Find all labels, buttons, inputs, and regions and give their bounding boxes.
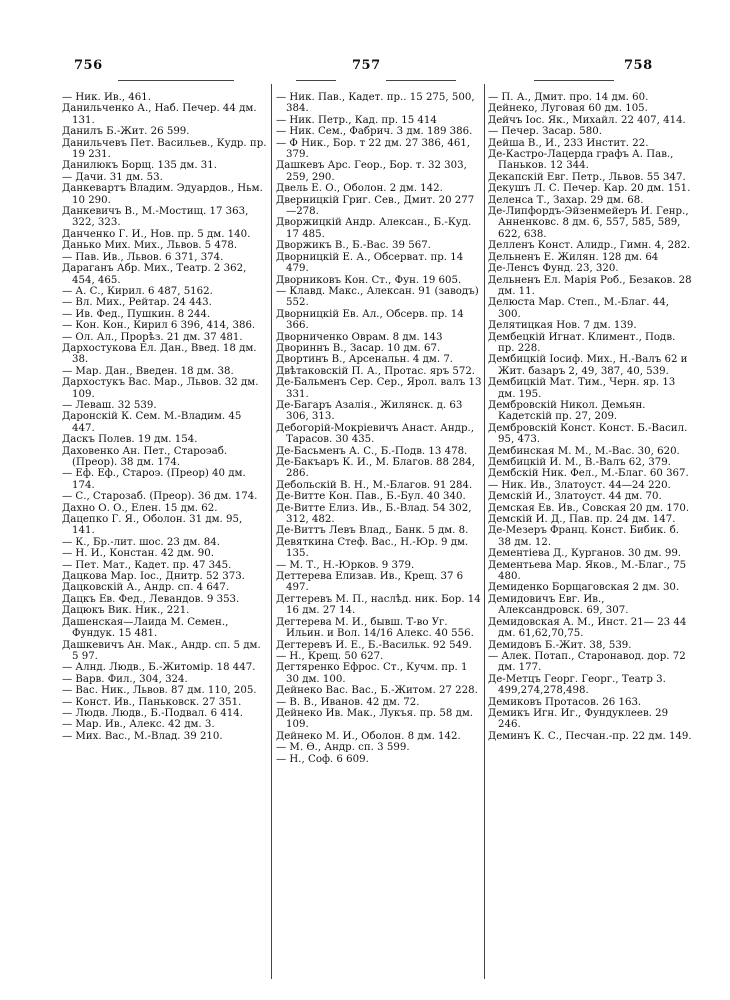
directory-entry: Дашенская—Лаида М. Семен., Фундук. 15 481. [62, 616, 229, 640]
directory-entry: Дворниковъ Кон. Ст., Фун. 19 605. [276, 274, 462, 286]
directory-entry: Дембецкій Игнат. Климент., Подв. пр. 228. [488, 331, 676, 354]
directory-entry: Делятицкая Нов. 7 дм. 139. [488, 320, 637, 332]
directory-entry: — Мар. Ив., Алекс. 42 дм. 3. [62, 719, 215, 731]
directory-entry: Дембровскій Конст. Конст. Б.-Васил. 95, 473. [488, 422, 688, 446]
directory-entry: Демскій И. Д., Пав. пр. 24 дм. 147. [488, 514, 676, 526]
directory-entry: — П. А., Дмит. про. 14 дм. 60. [488, 92, 649, 103]
directory-entry: Дахно О. О., Елен. 15 дм. 62. [62, 502, 218, 514]
directory-entry: Дейнеко Вас. Вас., Б.-Житом. 27 228. [276, 685, 478, 697]
directory-entry: Дейнеко М. И., Оболон. 8 дм. 142. [276, 730, 461, 742]
header-rule-right [534, 80, 614, 81]
directory-entry: — С., Старозаб. (Преор). 36 дм. 174. [62, 491, 258, 503]
directory-entry: Данильченко А., Наб. Печер. 44 дм. 131. [62, 103, 257, 126]
directory-entry: — Ник. Петр., Кад. пр. 15 414 [276, 114, 437, 126]
directory-entry: Дворниченко Оврам. 8 дм. 143 [276, 331, 443, 343]
directory-entry: Данкевартъ Владим. Эдуардов., Ньм. 10 290. [62, 183, 263, 206]
directory-entry: Де-Витте Елиз. Ив., Б.-Влад. 54 302, 312, 482. [276, 502, 472, 526]
directory-entry: Даховенко Ан. Пет., Староэаб. (Преор). 38 дм. 174. [62, 445, 228, 468]
column-divider-2 [484, 84, 485, 979]
directory-entry: — Вл. Мих., Рейтар. 24 443. [62, 297, 212, 309]
directory-entry: Делюста Мар. Степ., М.-Благ. 44, 300. [488, 297, 669, 320]
directory-entry: Деттерева Елизав. Ив., Крещ. 37 6 497. [276, 571, 464, 594]
entries-column-3 [488, 92, 692, 742]
directory-entry: — М. Т., Н.-Юрков. 9 379. [276, 559, 415, 571]
directory-entry: Дембровскій Никол. Демьян. Кадетскій пр. 27, 209. [488, 399, 646, 423]
directory-entry: Делленъ Конст. Алидр., Гимн. 4, 282. [488, 240, 691, 252]
directory-entry: — Кон. Кон., Кирил 6 396, 414, 386. [62, 320, 256, 332]
directory-entry: Двортинъ В., Арсенальн. 4 дм. 7. [276, 354, 454, 366]
directory-entry: — М. Ѳ., Андр. сп. 3 599. [276, 742, 410, 754]
column-divider-1 [271, 84, 272, 979]
directory-entry: Дархостукъ Вас. Мар., Львов. 32 дм. 109. [62, 377, 259, 400]
directory-entry: Деленса Т., Захар. 29 дм. 68. [488, 194, 644, 206]
directory-entry: — Дачи. 31 дм. 53. [62, 171, 163, 183]
directory-entry: Данильчевъ Пет. Васильев., Кудр. пр. 19 231. [62, 137, 267, 161]
directory-entry: — Алек. Потап., Старонавод. дор. 72 дм. 177. [488, 650, 686, 674]
directory-entry: — Мих. Вас., М.-Влад. 39 210. [62, 730, 223, 742]
directory-entry: — К., Бр.-лит. шос. 23 дм. 84. [62, 536, 220, 548]
directory-entry: Дегтяренко Ефрос. Ст., Кучм. пр. 1 30 дм. 100. [276, 662, 468, 685]
directory-entry: Демидовичъ Евг. Ив., Александровск. 69, 307. [488, 593, 629, 617]
directory-entry: Дворжикъ В., Б.-Вас. 39 567. [276, 240, 431, 252]
page-number-right: 758 [624, 58, 653, 73]
directory-entry: Дельненъ Е. Жилян. 128 дм. 64 [488, 251, 659, 263]
directory-entry: Дебольскій В. Н., М.-Благов. 91 284. [276, 479, 473, 491]
directory-entry: Де-Бальменъ Сер. Сер., Ярол. валъ 13 331. [276, 377, 482, 400]
directory-entry: — Вас. Ник., Львов. 87 дм. 110, 205. [62, 685, 257, 697]
directory-entry: Дверницкій Григ. Сев., Дмит. 20 277—278. [276, 194, 475, 218]
directory-entry: Дацкова Мар. Іос., Днитр. 52 373. [62, 571, 245, 583]
directory-entry: Дацепко Г. Я., Оболон. 31 дм. 95, 141. [62, 514, 243, 537]
directory-entry: — Ол. Ал., Прорѣз. 21 дм. 37 481. [62, 331, 243, 343]
directory-entry: Двель Е. О., Оболон. 2 дм. 142. [276, 183, 443, 195]
directory-entry: Де-Липфордъ-Эйзенмейеръ И. Генр., Анненковс. 8 дм. 6, 557, 585, 589, 622, 638. [488, 206, 689, 240]
directory-entry: Данченко Г. И., Нов. пр. 5 дм. 140. [62, 228, 251, 240]
directory-entry: — В. В., Иванов. 42 дм. 72. [276, 696, 420, 708]
directory-entry: — Леваш. 32 539. [62, 399, 157, 411]
directory-entry: Дворжицкій Андр. Алексан., Б.-Куд. 17 485. [276, 217, 472, 240]
directory-entry: — Ник. Пав., Кадет. пр.. 15 275, 500, 384. [276, 92, 475, 115]
page-number-left: 756 [74, 58, 103, 73]
directory-entry: Дворницкій Е. А., Обсерват. пр. 14 479. [276, 251, 464, 275]
directory-entry: Даскъ Полев. 19 дм. 154. [62, 434, 198, 446]
directory-entry: Дархостукова Ел. Дан., Введ. 18 дм. 38. [62, 342, 257, 366]
directory-entry: — Мар. Дан., Введен. 18 дм. 38. [62, 365, 234, 377]
directory-entry: Декапскій Евг. Петр., Львов. 55 347. [488, 171, 686, 183]
directory-entry: Дашкевичъ Ан. Мак., Андр. сп. 5 дм. 5 97. [62, 639, 261, 662]
directory-entry: Де-Кастро-Лацерда графъ А. Пав., Паньков. 12 344. [488, 149, 674, 172]
directory-entry: — Пав. Ив., Львов. 6 371, 374. [62, 251, 224, 263]
page-number-center: 757 [352, 58, 381, 73]
directory-entry: Данилъ Б.-Жит. 26 599. [62, 126, 190, 138]
directory-entry: Дегтерева М. И., бывш. Т-во Уг. Ильин. и Вол. 14/16 Алекс. 40 556. [276, 616, 474, 640]
directory-entry: Дацковскій А., Андр. сп. 4 647. [62, 582, 230, 594]
directory-entry: Дейнеко, Луговая 60 дм. 105. [488, 103, 648, 115]
directory-entry: Дараганъ Абр. Мих., Театр. 2 362, 454, 465. [62, 263, 247, 286]
directory-entry: Дембицкій Іосиф. Мих., Н.-Валъ 62 и Жит. базаръ 2, 49, 387, 40, 539. [488, 354, 688, 377]
directory-entry: — А. С., Кирил. 6 487, 5162. [62, 285, 213, 297]
directory-entry: — Ник. Сем., Фабрич. 3 дм. 189 386. [276, 126, 473, 138]
directory-entry: Дементьева Мар. Яков., М.-Благ., 75 480. [488, 559, 687, 583]
directory-entry: Декушъ Л. С. Печер. Кар. 20 дм. 151. [488, 183, 691, 195]
directory-entry: Дементіева Д., Курганов. 30 дм. 99. [488, 548, 682, 560]
directory-entry: Данкевичъ В., М.-Мостищ. 17 363, 322, 323. [62, 206, 249, 229]
directory-entry: Де-Мезеръ Франц. Конст. Бибик. б. 38 дм. 12. [488, 525, 679, 548]
directory-entry: — Клавд. Макс., Алексан. 91 (заводъ) 552. [276, 285, 479, 309]
directory-entry: — Конст. Ив., Паньковск. 27 351. [62, 696, 242, 708]
directory-entry: — Н., Крещ. 50 627. [276, 650, 384, 662]
header-rule-center-right [386, 80, 456, 81]
directory-entry: Де-Багаръ Азалія., Жилянск. д. 63 306, 313. [276, 399, 463, 423]
directory-entry: — Ив. Фед., Пушкин. 8 244. [62, 308, 211, 320]
directory-entry: Данько Мих. Мих., Львов. 5 478. [62, 240, 238, 252]
directory-entry: Дембинская М. М., М.-Вас. 30, 620. [488, 445, 680, 457]
directory-entry: Дашкевъ Арс. Геор., Бор. т. 32 303, 259, 290. [276, 160, 467, 183]
directory-entry: Двѣтаковскій П. А., Протас. яръ 572. [276, 365, 476, 377]
directory-entry: Де-Басьменъ А. С., Б.-Подв. 13 478. [276, 445, 468, 457]
directory-entry: Дембицкій И. М., В.-Валъ 62, 379. [488, 457, 671, 468]
directory-entry: Дембскій Ник. Фел., М.-Благ. 60 367. [488, 468, 689, 480]
directory-entry: — Н. И., Констан. 42 дм. 90. [62, 548, 214, 560]
header-rule-center-left [296, 80, 336, 81]
directory-entry: Деминъ К. С., Песчан.-пр. 22 дм. 149. [488, 730, 692, 742]
directory-entry: Де-Ленсъ Фунд. 23, 320. [488, 263, 619, 275]
entries-column-1 [62, 92, 267, 742]
directory-entry: Дебогорій-Мокріевичъ Анаст. Андр., Тарасов. 30 435. [276, 422, 474, 446]
directory-entry: Дейша В., И., 233 Инстит. 22. [488, 137, 649, 149]
directory-entry: Демикъ Игн. Иг., Фундуклеев. 29 246. [488, 707, 669, 731]
directory-entry: Дейчъ Іос. Як., Михайл. 22 407, 414. [488, 114, 686, 126]
directory-entry: — Печер. Засар. 580. [488, 126, 602, 138]
entries-column-2 [276, 92, 482, 765]
directory-entry: Де-Метцъ Георг. Георг., Театр 3. 499,274,278,498. [488, 673, 666, 697]
directory-entry: Дегтеревъ М. П., наслѣд. ник. Бор. 14 16 дм. 27 14. [276, 593, 481, 617]
directory-entry: Дегтеревъ И. Е., Б.-Васильк. 92 549. [276, 639, 472, 651]
directory-entry: Демидовская А. М., Инст. 21— 23 44 дм. 61,62,70,75. [488, 616, 687, 640]
directory-entry: — Ф Ник., Бор. т 22 дм. 27 386, 461, 379. [276, 137, 471, 161]
header-rule-left [118, 80, 234, 81]
directory-entry: Дворницкій Ев. Ал., Обсерв. пр. 14 366. [276, 308, 464, 332]
directory-entry: Де-Бакъаръ К. И., М. Благов. 88 284, 286. [276, 457, 475, 480]
directory-entry: Дацкъ Ев. Фед., Левандов. 9 353. [62, 593, 240, 605]
directory-entry: — Людв. Людв., Б.-Подвал. 6 414. [62, 707, 243, 719]
directory-entry: — Н., Соф. 6 609. [276, 753, 369, 765]
directory-entry: — Ник. Ив., 461. [62, 92, 151, 103]
directory-entry: Дельненъ Ел. Марія Роб., Безаков. 28 дм. 11. [488, 274, 692, 297]
directory-entry: Дацюкъ Вик. Ник., 221. [62, 605, 190, 617]
directory-entry: Даронскій К. Сем. М.-Владим. 45 447. [62, 411, 242, 434]
directory-entry: Демидовъ Б.-Жит. 38, 539. [488, 639, 632, 651]
directory-entry: Демиденко Борщаговская 2 дм. 30. [488, 582, 680, 594]
directory-entry: Дембицкій Мат. Тим., Черн. яр. 13 дм. 195. [488, 377, 676, 400]
directory-entry: — Еф. Еф., Староэ. (Преор) 40 дм. 174. [62, 468, 246, 491]
directory-entry: Данилюкъ Борщ. 135 дм. 31. [62, 160, 218, 172]
directory-entry: — Ник. Ив., Златоуст. 44—24 220. [488, 479, 671, 491]
directory-entry: — Алнд. Людв., Б.-Житомір. 18 447. [62, 662, 256, 674]
directory-entry: — Варв. Фил., 304, 324. [62, 673, 188, 685]
directory-entry: — Пет. Мат., Кадет. пр. 47 345. [62, 559, 232, 571]
directory-entry: Де-Витте Кон. Пав., Б.-Бул. 40 340. [276, 491, 466, 503]
directory-entry: Демскій И., Златоуст. 44 дм. 70. [488, 491, 662, 503]
directory-entry: Демская Ев. Ив., Совская 20 дм. 170. [488, 502, 690, 514]
directory-entry: Де-Виттъ Левъ Влад., Банк. 5 дм. 8. [276, 525, 469, 537]
directory-entry: Демиковъ Протасов. 26 163. [488, 696, 642, 708]
directory-entry: Двориннъ В., Засар. 10 дм. 67. [276, 342, 441, 354]
directory-entry: Дейнеко Ив. Мак., Лукъя. пр. 58 дм. 109. [276, 707, 474, 731]
directory-entry: Девяткина Стеф. Вас., Н.-Юр. 9 дм. 135. [276, 536, 469, 560]
